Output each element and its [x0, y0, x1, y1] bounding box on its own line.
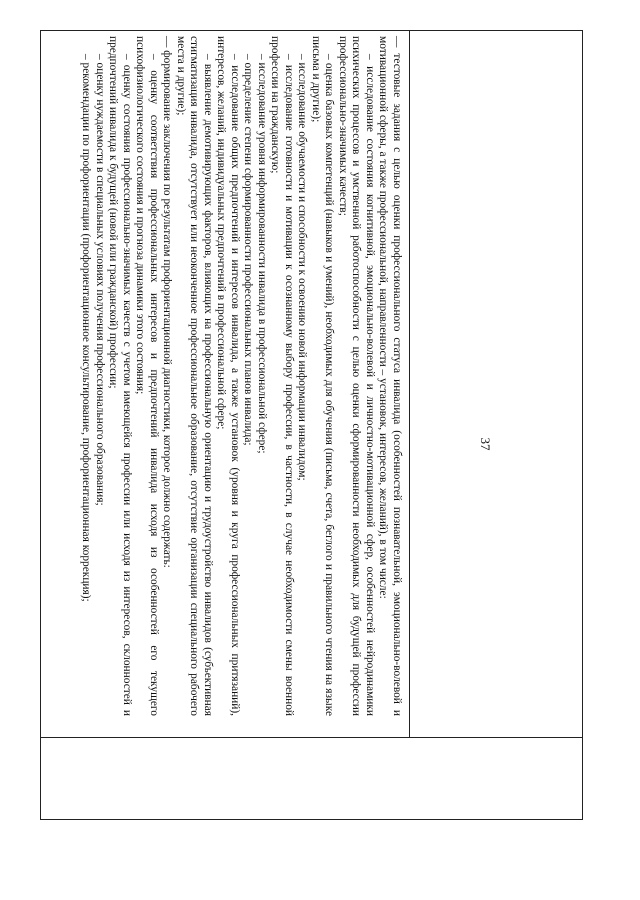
- list-item: – оценку состояния профессионально-значимых качеств с учетом имеющейся профессии или исходя из интересов, склонностей и предпочтений инвалида к будущей (новой или гражданской) профессии;: [107, 36, 133, 716]
- list-item: – исследование состояния когнитивной, эмоционально-волевой и личностно-мотивационной сфер, особенностей нейродинамики психических процессов и умственной работоспособности с целью оценки сформированности необходимых для будущей профессии профессионально-значимых качеств;: [337, 36, 376, 716]
- table-cell-content: [80, 30, 405, 720]
- page-number: 37: [478, 437, 493, 451]
- list-item: – исследование общих предпочтений и интересов инвалида, а также установок (уровня и круга профессиональных притязаний), интересов, желаний, индивидуальных предпочтений в профессиональной сфере;: [215, 36, 241, 716]
- table-column-divider: [409, 30, 410, 737]
- list-item: – определение степени сформированности профессиональных планов инвалида;: [242, 54, 255, 446]
- list-item: – оценка базовых компетенций (навыков и умений), необходимых для обучения (письма, счета, беглого и правильного чтения на языке письма и другие);: [310, 36, 336, 716]
- list-item: – выявление демотивирующих факторов, влияющих на профессиональную ориентацию и трудоустройство инвалидов (субъективная стигматизация инвалида, отсутствует или неоконченное профессиональное образование, отсутствие организации специального рабочего места и другие);: [175, 36, 214, 716]
- list-item: – оценку соответствия профессиональных интересов и предпочтений инвалида исходя из особенностей его текущего психофизиологического состояния и прогноза динамики этого состояния;: [134, 36, 160, 716]
- paragraph: — формирование заключения по результатам профориентационной диагностики, которое должно содержать:: [161, 36, 174, 568]
- list-item: – оценку нуждаемости в специальных условиях получения профессионального образования;: [94, 54, 106, 506]
- list-item: – исследование обучаемости и способности к освоению новой информации инвалидом;: [296, 54, 309, 481]
- paragraph: — тестовые задания с целью оценки профессионального статуса инвалида (особенностей познавательной, эмоционально-волевой и мотивационной сферы, а также профессиональной, направленности – установок, интересов, желаний), в том числе:: [377, 36, 403, 716]
- table-row-divider: [40, 737, 583, 738]
- list-item: – исследование готовности и мотивации к осознанному выбору профессии, в частности, в случае необходимости смены военной профессии на гражданскую;: [269, 36, 295, 716]
- list-item: – исследование уровня информированности инвалида в профессиональной сфере;: [256, 54, 268, 454]
- list-item: – рекомендации по профориентации (профориентационное консультирование, профориентационная коррекция);: [80, 54, 93, 602]
